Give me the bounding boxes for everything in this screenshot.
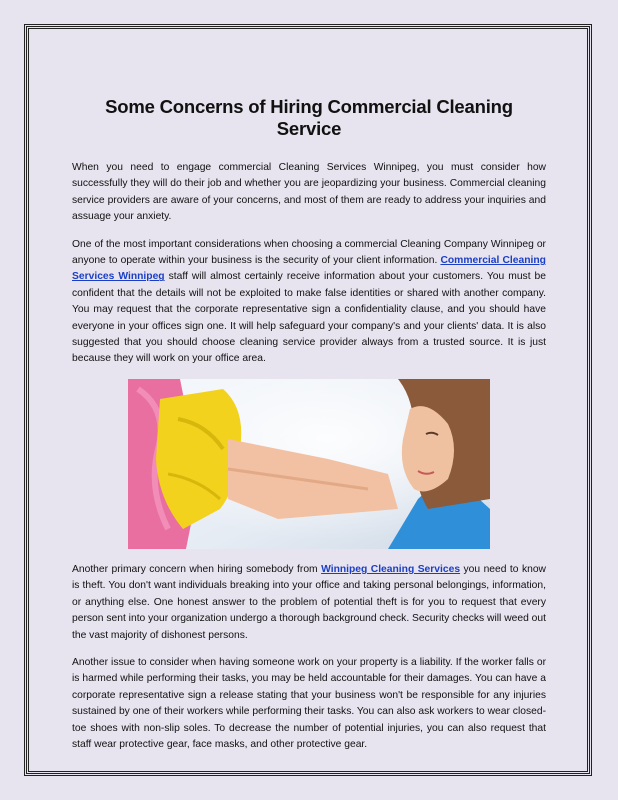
commercial-cleaning-link[interactable]: Commercial Cleaning Services Winnipeg (72, 255, 546, 283)
document-body (72, 96, 546, 764)
paragraph-1: When you need to engage commercial Cleaning Services Winnipeg, you must consider how successfully they will do their job and whether you are jeopardizing your business. Commercial cleaning service providers are aware of your concerns, and most of them are ready to address your inquiries and assuage your anxiety. (72, 162, 546, 223)
paragraph-2 (72, 237, 546, 368)
paragraph-2-text-b: staff will almost certainly receive information about your customers. You must be confident that the details will not be exploited to make false identities or shared with another company. You may request that the corporate representative sign a confidentiality clause, and you should have everyone in your offices sign one. It will help safeguard your company's and your clients' data. It is also suggested that you should choose cleaning service provider always from a trusted source. It is just because they will work on your office area. (72, 271, 547, 365)
cleaning-photo (128, 379, 490, 549)
winnipeg-cleaning-link[interactable]: Winnipeg Cleaning Services (321, 563, 461, 575)
paragraph-4: Another issue to consider when having someone work on your property is a liability. If the worker falls or is harmed while performing their tasks, you may be held accountable for their damages. You can have a corporate representative sign a release stating that your business won't be responsible for any injuries sustained by one of their workers while performing their tasks. You can also ask workers to wear closed-toe shoes with non-slip soles. To decrease the number of potential injuries, you can also request that staff wear protective gear, face masks, and other protective gear. (72, 656, 546, 750)
paragraph-3 (72, 562, 546, 644)
paragraph-2-text-a: One of the most important considerations when choosing a commercial Cleaning Company Winnipeg or anyone to operate within your business is the security of your client information. (72, 238, 546, 267)
document-title: Some Concerns of Hiring Commercial Cleaning Service (105, 96, 513, 139)
paragraph-3-text-b: you need to know is theft. You don't want individuals breaking into your office and taking personal belongings, information, or anything else. One honest answer to the problem of potential theft is for you to request that every person sent into your organization undergo a thorough background check. Security checks will weed out the vast majority of dishonest persons. (72, 563, 546, 641)
paragraph-3-text-a: Another primary concern when hiring somebody from (72, 563, 322, 575)
